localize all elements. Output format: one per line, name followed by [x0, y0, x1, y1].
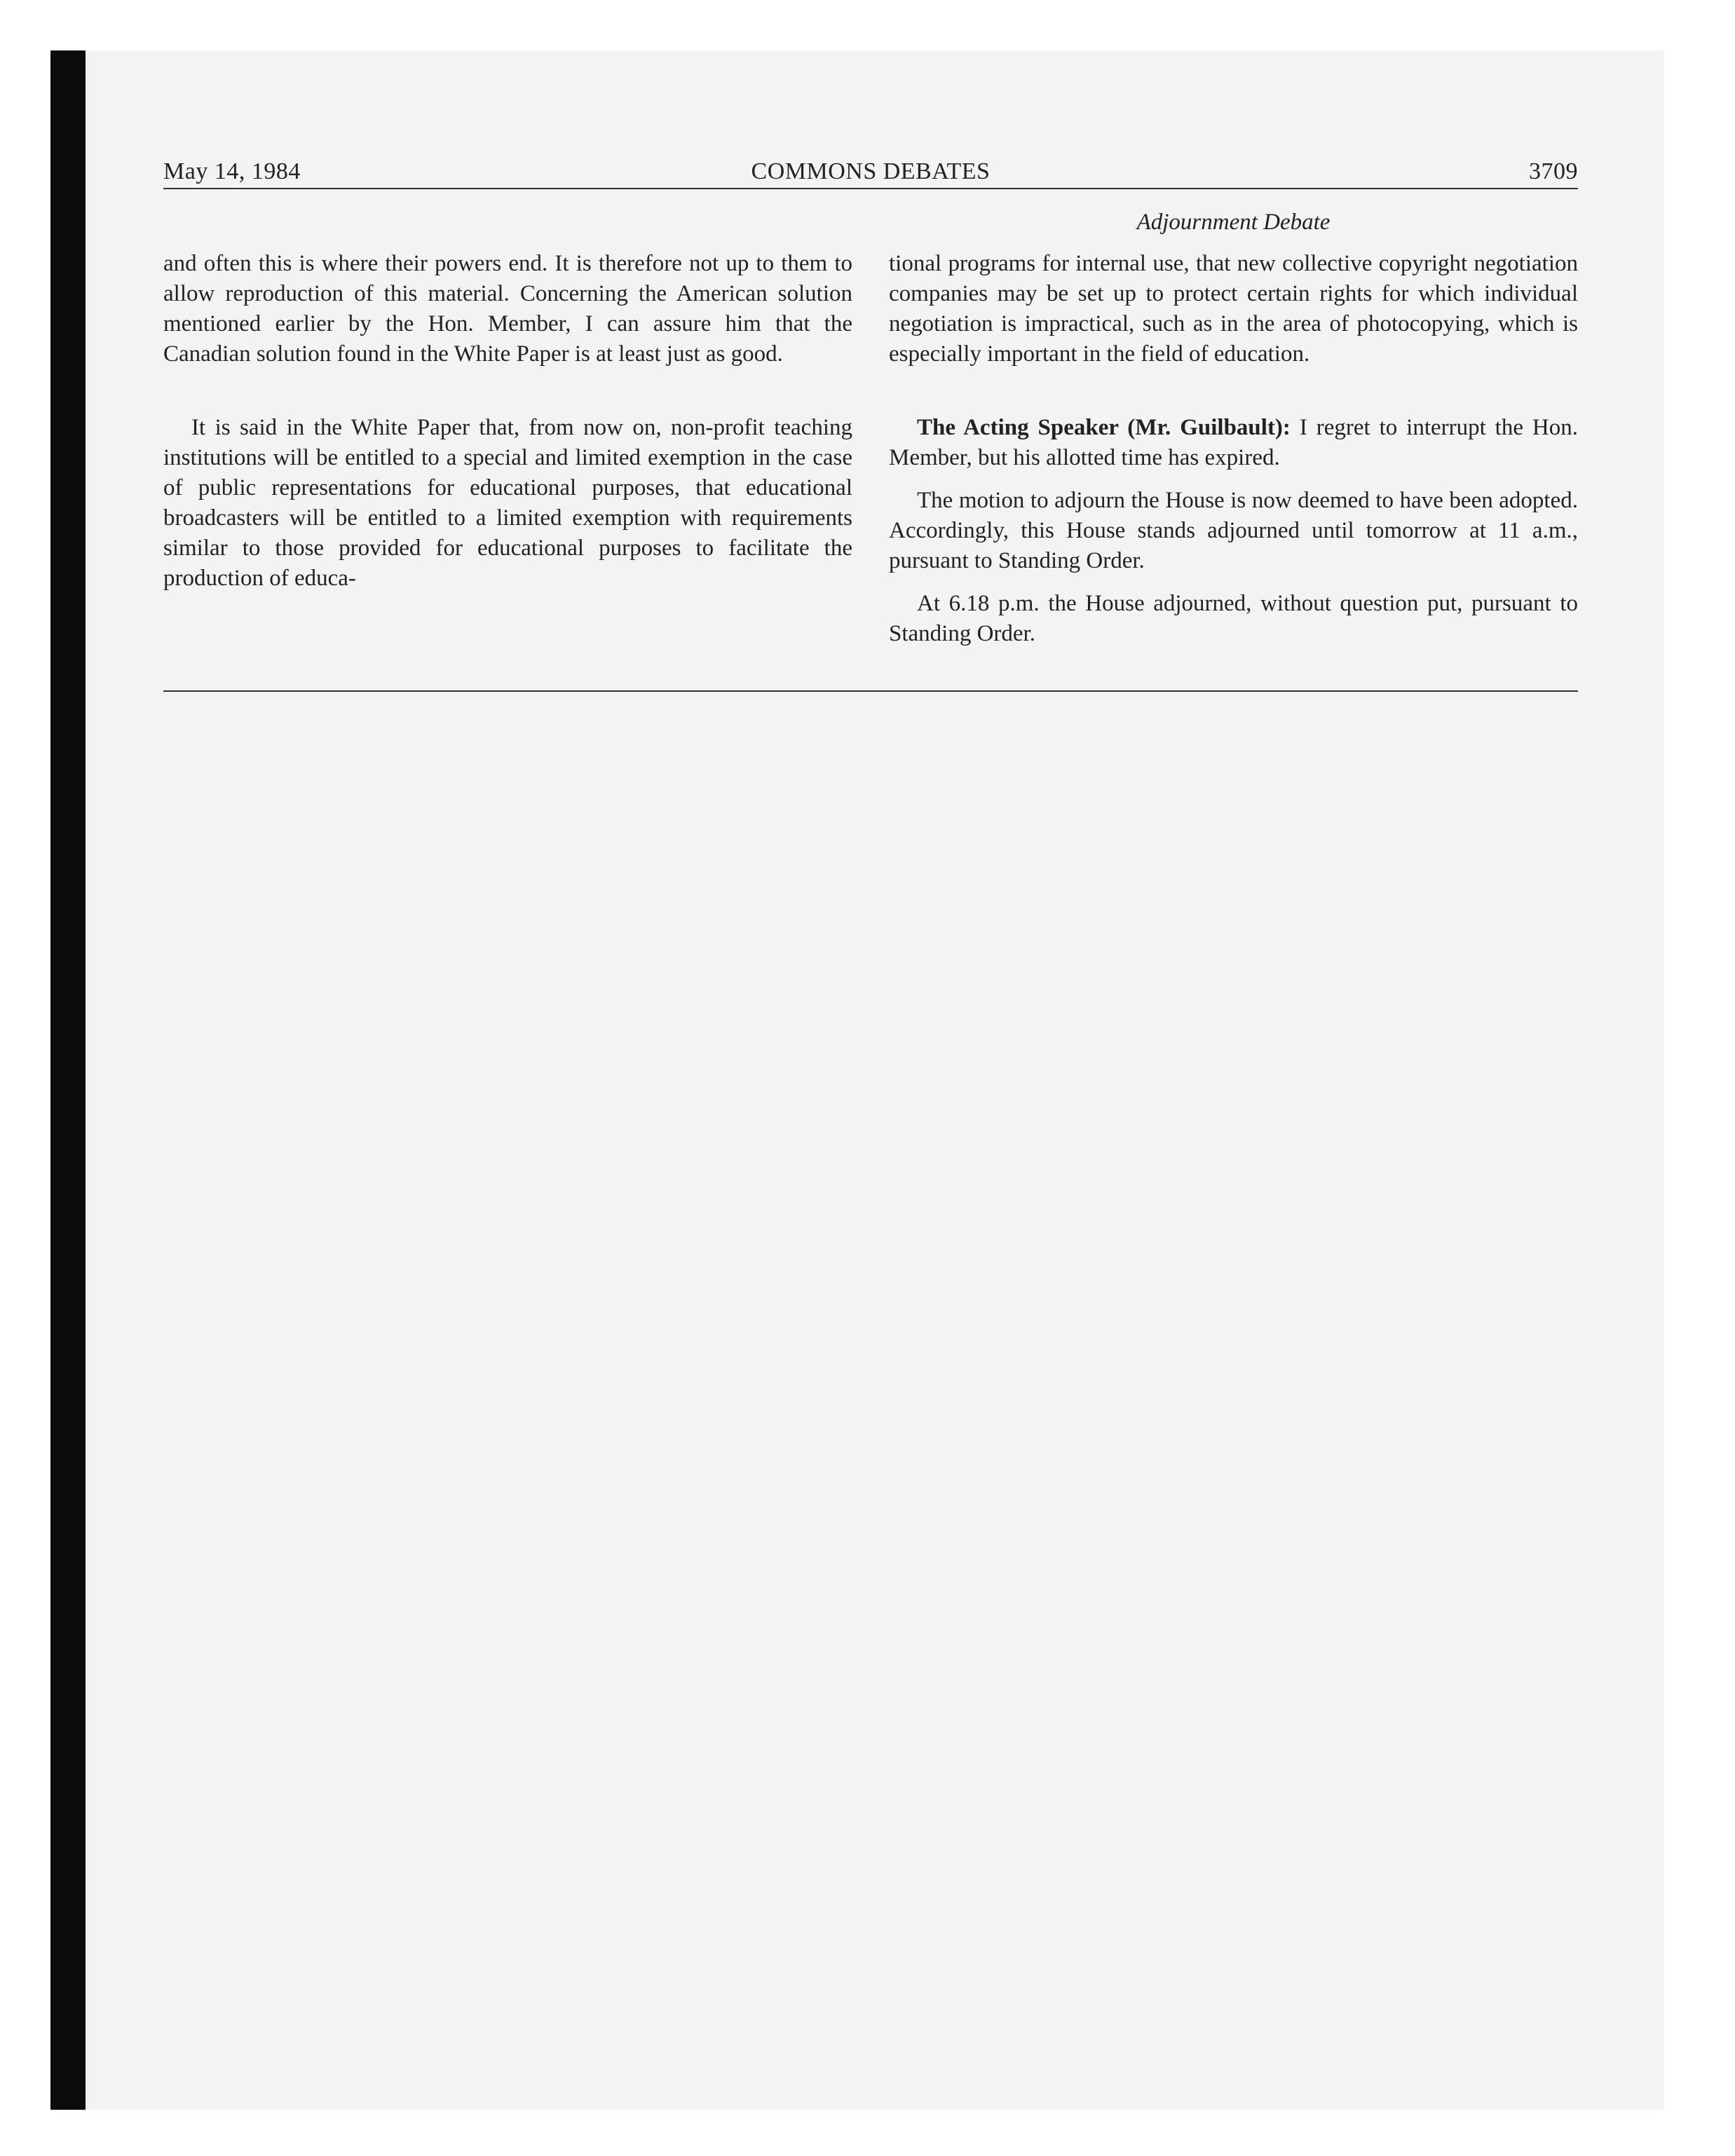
left-column	[163, 249, 852, 594]
page-header	[163, 156, 1578, 188]
speaker-text: I regret to interrupt the Hon. Member, but his allotted time has expired.	[889, 415, 1578, 470]
right-paragraph-4: At 6.18 p.m. the House adjourned, without question put, pursuant to Standing Order.	[889, 591, 1578, 646]
header-page-number: 3709	[1529, 158, 1578, 184]
header-rule	[163, 188, 1578, 189]
bottom-rule	[163, 690, 1578, 692]
speaker-paragraph	[889, 413, 1578, 473]
scan-edge-border	[50, 50, 86, 2110]
header-date: May 14, 1984	[163, 158, 301, 184]
right-paragraph-3: The motion to adjourn the House is now deemed to have been adopted. Accordingly, this House stands adjourned until tomorrow at 11 a.m., pursuant to Standing Order.	[889, 488, 1578, 573]
section-title: Adjournment Debate	[1136, 210, 1331, 235]
header-publication: COMMONS DEBATES	[751, 158, 991, 184]
left-paragraph-2: It is said in the White Paper that, from now on, non-profit teaching institutions will be entitled to a special and limited exemption in the case of public representations for educational purposes, that educational broadcasters will be entitled to a limited exemption with requirements similar to those provided for educational purposes to facilitate the production of educa-	[163, 415, 852, 591]
left-paragraph-1: and often this is where their powers end. It is therefore not up to them to allow reproduction of this material. Concerning the American solution mentioned earlier by the Hon. Member, I can assure him that the Canadian solution found in the White Paper is at least just as good.	[163, 251, 852, 367]
speaker-label: The Acting Speaker (Mr. Guilbault):	[917, 415, 1291, 440]
right-paragraph-1: tional programs for internal use, that new collective copyright negotiation companies may be set up to protect certain rights for which individual negotiation is impractical, such as in the area of photocopying, which is especially important in the field of education.	[889, 251, 1578, 367]
right-column	[889, 249, 1578, 649]
